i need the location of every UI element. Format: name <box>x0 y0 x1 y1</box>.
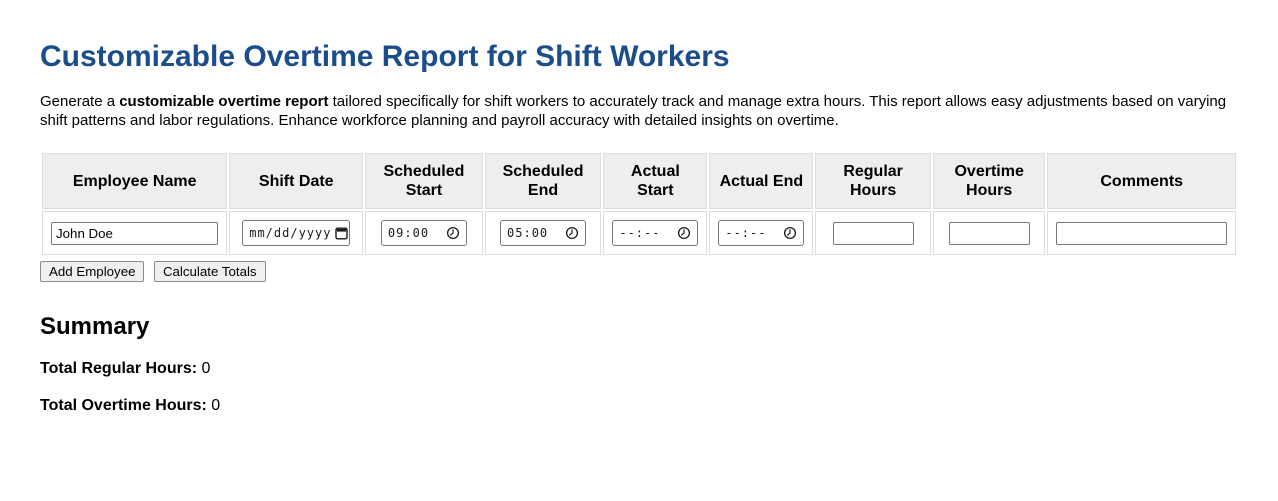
comments-input[interactable] <box>1056 222 1227 245</box>
employee-name-input[interactable] <box>51 222 218 245</box>
calculate-totals-button[interactable]: Calculate Totals <box>154 261 266 282</box>
shift-date-placeholder: mm/dd/yyyy <box>249 226 332 240</box>
total-overtime-hours-value: 0 <box>211 397 221 414</box>
scheduled-start-input[interactable] <box>381 220 467 246</box>
total-regular-hours-value: 0 <box>201 360 211 377</box>
regular-hours-input[interactable] <box>833 222 914 245</box>
intro-prefix: Generate a <box>40 93 120 110</box>
header-shift-date: Shift Date <box>229 153 363 209</box>
actual-end-value: --:-- <box>725 226 767 240</box>
clock-icon[interactable] <box>783 226 797 240</box>
intro-text <box>40 92 1238 130</box>
header-actual-start: Actual Start <box>603 153 707 209</box>
header-employee-name: Employee Name <box>42 153 227 209</box>
overtime-hours-input[interactable] <box>949 222 1030 245</box>
page-title: Customizable Overtime Report for Shift Workers <box>40 40 730 73</box>
button-row <box>40 261 1238 282</box>
calendar-icon[interactable] <box>335 226 348 240</box>
actual-end-input[interactable] <box>718 220 804 246</box>
intro-rest: tailored specifically for shift workers to accurately track and manage extra hours. This report allows easy adjustments based on varying shift patterns and labor regulations. Enhance workforce planning and payroll accuracy with detailed insights on overtime. <box>40 93 1227 129</box>
actual-start-value: --:-- <box>619 226 661 240</box>
table-row <box>42 211 1236 255</box>
add-employee-button[interactable]: Add Employee <box>40 261 144 282</box>
clock-icon[interactable] <box>446 226 460 240</box>
total-overtime-hours-line <box>40 397 1238 415</box>
header-overtime-hours: Overtime Hours <box>933 153 1046 209</box>
header-scheduled-end: Scheduled End <box>485 153 602 209</box>
clock-icon[interactable] <box>677 226 691 240</box>
intro-bold: customizable overtime report <box>119 93 329 110</box>
total-overtime-hours-label: Total Overtime Hours: <box>40 397 207 414</box>
total-regular-hours-line <box>40 360 1238 378</box>
header-scheduled-start: Scheduled Start <box>365 153 483 209</box>
header-comments: Comments <box>1047 153 1236 209</box>
actual-start-input[interactable] <box>612 220 698 246</box>
clock-icon[interactable] <box>565 226 579 240</box>
shift-date-input[interactable] <box>242 220 350 246</box>
overtime-report-table <box>40 151 1238 257</box>
header-regular-hours: Regular Hours <box>815 153 931 209</box>
total-regular-hours-label: Total Regular Hours: <box>40 360 198 377</box>
scheduled-end-value: 05:00 <box>507 226 549 240</box>
scheduled-start-value: 09:00 <box>387 226 430 240</box>
summary-heading: Summary <box>40 313 150 340</box>
header-actual-end: Actual End <box>709 153 813 209</box>
table-header-row <box>42 153 1236 209</box>
scheduled-end-input[interactable] <box>500 220 586 246</box>
